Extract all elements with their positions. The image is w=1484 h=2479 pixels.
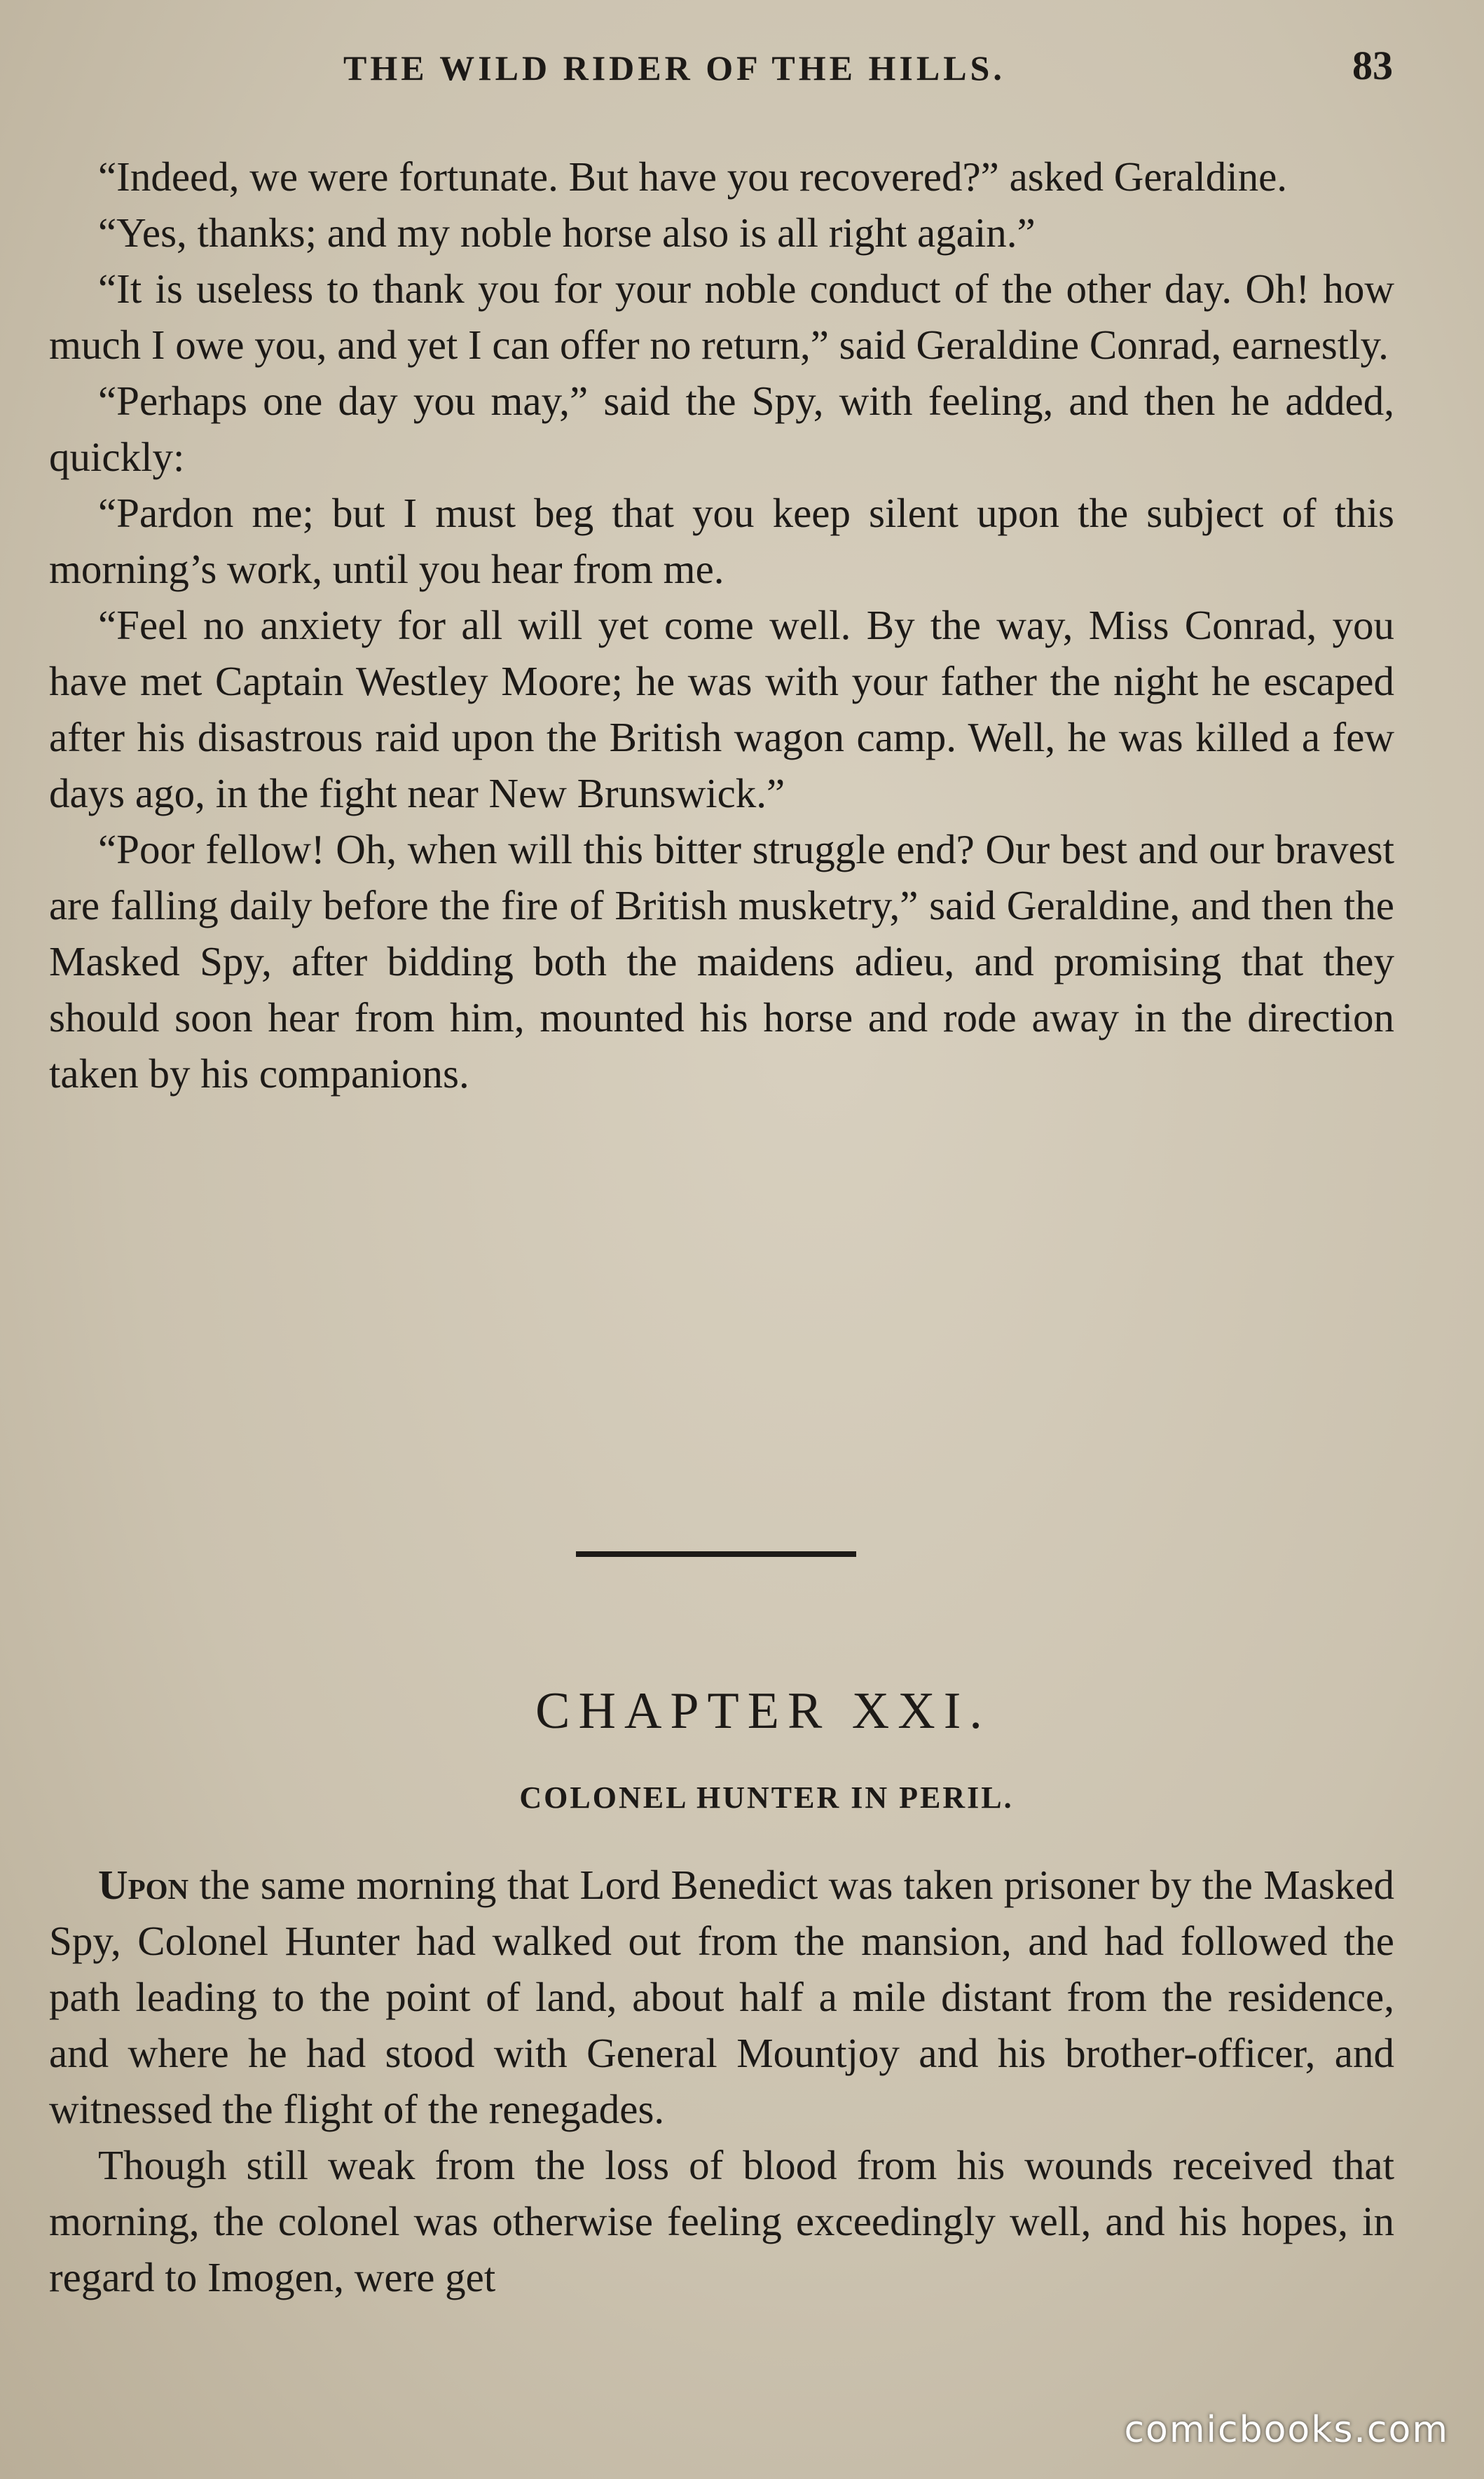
paragraph: “Pardon me; but I must beg that you keep silent upon the subject of this morning’s work, until you hear from me. [49, 490, 1394, 592]
chapter-heading: CHAPTER XXI. [535, 1682, 991, 1740]
paragraph: “Yes, thanks; and my noble horse also is all right again.” [98, 210, 1036, 256]
paragraph: “Feel no anxiety for all will yet come well. By the way, Miss Conrad, you have met Captain Westley Moore; he was with your father the night he escaped after his disastrous raid upon the British wagon camp. Well, he was killed a few days ago, in the fight near New Brunswick.” [49, 602, 1394, 816]
paragraph: Though still weak from the loss of blood from his wounds received that morning, the colonel was otherwise feeling exceedingly well, and his hopes, in regard to Imogen, were get [49, 2142, 1394, 2300]
paragraph [49, 1857, 1394, 2137]
paragraph: “Perhaps one day you may,” said the Spy, with feeling, and then he added, quickly: [49, 378, 1394, 480]
section-divider-rule [576, 1551, 856, 1557]
paragraph: “Indeed, we were fortunate. But have you recovered?” asked Geraldine. [98, 153, 1288, 200]
watermark-text: comicbooks.com [1124, 2409, 1449, 2451]
text-block-before-chapter [49, 149, 1394, 1101]
paragraph: “It is useless to thank you for your noble conduct of the other day. Oh! how much I owe you, and yet I can offer no return,” said Geraldine Conrad, earnestly. [49, 266, 1394, 368]
opening-word: Upon [98, 1862, 189, 1908]
page-number: 83 [1352, 43, 1393, 88]
running-title: THE WILD RIDER OF THE HILLS. [343, 48, 1005, 88]
text-block-chapter-xxi [49, 1857, 1394, 2305]
paragraph: “Poor fellow! Oh, when will this bitter struggle end? Our best and our bravest are falling daily before the fire of British musketry,” said Geraldine, and then the Masked Spy, after bidding both the maidens adieu, and promising that they should soon hear from him, mounted his horse and rode away in the direction taken by his companions. [49, 826, 1394, 1097]
running-head [0, 42, 1484, 98]
paragraph-text: the same morning that Lord Benedict was taken prisoner by the Masked Spy, Colonel Hunter had walked out from the mansion, and had followed the path leading to the point of land, about half a mile distant from the residence, and where he had stood with General Mountjoy and his brother-officer, and witnessed the flight of the renegades. [49, 1862, 1394, 2132]
chapter-subtitle: COLONEL HUNTER IN PERIL. [519, 1780, 1014, 1815]
